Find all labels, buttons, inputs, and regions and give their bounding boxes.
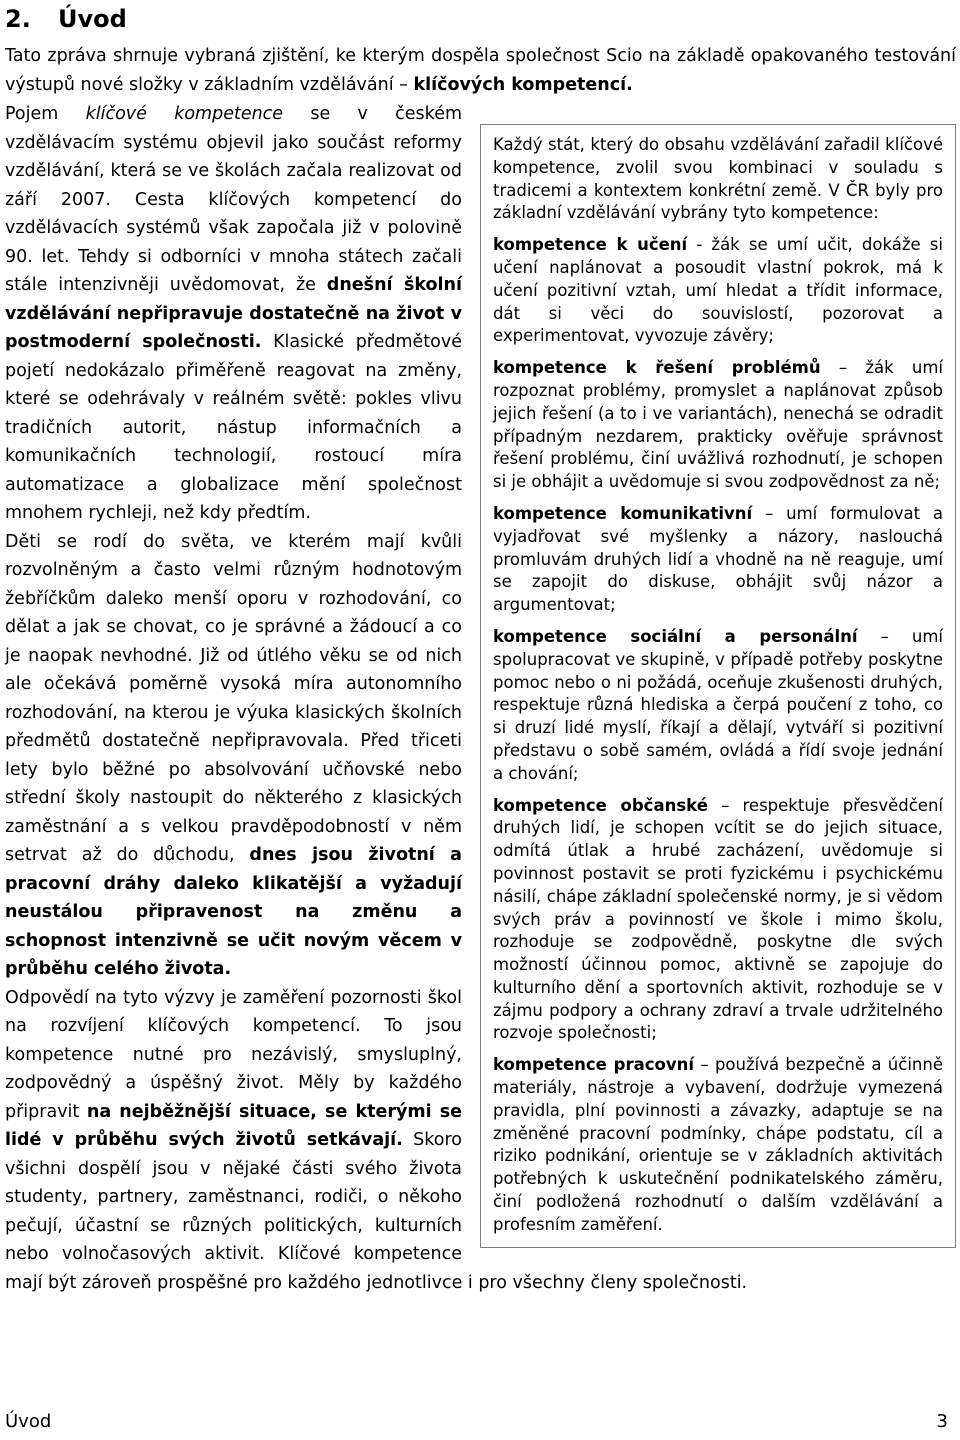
paragraph-text: Odpovědí na tyto výzvy je zaměření pozornosti škol na rozvíjení klíčových kompetencí. To jsou kompetence nutné pro nezávislý, smysluplný, zodpovědný a úspěšný život. Měly by každého připravit [5,987,462,1122]
competence-description: – umí formulovat a vyjadřovat své myšlenky a názory, naslouchá promluvám druhých lidí a vhodně na ně reaguje, umí se zapojit do diskuse, obhájit svůj názor a argumentovat; [493,503,943,615]
paragraph-term: klíčové kompetence [85,104,284,124]
competence-item [493,1054,943,1236]
section-title: Úvod [58,5,127,33]
competence-term: kompetence sociální a personální [493,626,858,646]
paragraph-text: Děti se rodí do světa, ve kterém mají kvůli rozvolněným a často velmi různým hodnotovým žebříčkům daleko menší oporu v rozhodování, co dělat a jak se chovat, co je správné a žádoucí a co je naopak nevhodné. Již od útlého věku se od nich ale očekává poměrně vysoká míra autonomního rozhodování, na kterou je výuka klasických školních předmětů dostatečně nepřipravovala. Před třiceti lety bylo běžné po absolvování učňovské nebo střední školy nastoupit do některého z klasických zaměstnání a s velkou pravděpodobností v něm setrvat až do důchodu, [5,531,462,865]
paragraph-emphasis: na nejběžnější situace, se kterými se lidé v průběhu svých životů setkávají. [5,1101,462,1150]
competence-description: – umí spolupracovat ve skupině, v případě potřeby poskytne pomoc nebo o ni požádá, oceňuje zkušenosti druhých, respektuje různá hlediska a čerpá poučení z toho, co si druzí lidé myslí, říkají a dělají, vytváří si pozitivní představu o sobě samém, ovládá a řídí svoje jednání a chování; [493,626,944,783]
paragraph-emphasis: dnes jsou životní a pracovní dráhy daleko klikatější a vyžadují neustálou připravenost na změnu a schopnost intenzivně se učit novým věcem v průběhu celého života. [5,845,462,979]
competence-term: kompetence občanské [493,795,708,815]
paragraph-text: Klasické předmětové pojetí nedokázalo přiměřeně reagovat na změny, které se odehrávaly v reálném světě: pokles vlivu tradičních autorit, nástup informačních a komunikačních technologií, rostoucí míra automatizace a globalizace mění společnost mnohem rychleji, než kdy předtím. [5,332,462,523]
section-number: 2. [5,5,31,33]
competence-description: - žák se umí učit, dokáže si učení naplánovat a posoudit vlastní pokrok, má k učení pozitivní vztah, umí hledat a třídit informace, dát si věci do souvislostí, pozorovat a experimentovat, vyvozuje závěry; [493,235,943,346]
intro-emphasis: klíčových kompetencí. [413,75,633,95]
competence-item [493,357,943,494]
competence-description: – používá bezpečně a účinně materiály, nástroje a vybavení, dodržuje vymezená pravidla, plní povinnosti a závazky, adaptuje se na změněné pracovní podmínky, chápe podstatu, cíl a riziko podnikání, orientuje se v základních aktivitách potřebných k uskutečnění podnikatelského záměru, činí podložená rozhodnutí o dalším vzdělávání a profesním zaměření. [493,1055,943,1234]
page-footer [5,1408,948,1436]
main-text [5,100,956,1297]
intro-text: Tato zpráva shrnuje vybraná zjištění, ke kterým dospěla společnost Scio na základě opakovaného testování výstupů nové složky v základním vzdělávání – [5,46,956,95]
competence-item [493,626,943,786]
footer-section-name: Úvod [5,1411,52,1432]
competence-description: – žák umí rozpoznat problémy, promyslet a naplánovat způsob jejich řešení (a to i ve variantách), nenechá se odradit případným nezdarem, prakticky ověřuje správnost řešení problému, činí uvážlivá rozhodnutí, je schopen si je obhájit a uvědomuje si svou zodpovědnost za ně; [493,358,943,492]
competence-item [493,234,943,348]
competence-item [493,795,943,1046]
paragraph-text: se v českém vzdělávacím systému objevil jako součást reformy vzdělávání, která se ve školách začala realizovat od září 2007. Cesta klíčových kompetencí do vzdělávacích systémů však započala již v polovině 90. let. Tehdy si odborníci v mnoha státech začali stále intenzivněji uvědomovat, že [5,104,463,295]
paragraph-text: Pojem [5,104,86,124]
intro-paragraph [5,42,956,100]
competence-description: – respektuje přesvědčení druhých lidí, je schopen vcítit se do jejich situace, odmítá útlak a hrubé zacházení, uvědomuje si povinnost postavit se proti fyzickému i psychickému násilí, chápe základní společenské normy, je si vědom svých práv a povinností ve škole i mimo školu, rozhoduje se zodpovědně, poskytne dle svých možností účinnou pomoc, aktivně se zapojuje do kulturního dění a sportovních aktivit, rozhoduje se v zájmu podpory a ochrany zdraví a trvale udržitelného rozvoje společnosti; [493,795,943,1043]
competence-term: kompetence k učení [493,235,688,255]
competence-term: kompetence komunikativní [493,503,753,523]
competence-item [493,503,943,617]
footer-page-number: 3 [936,1411,948,1432]
box-lead: Každý stát, který do obsahu vzdělávání zařadil klíčové kompetence, zvolil svou kombinaci v souladu s tradicemi a kontextem konkrétní země. V ČR byly pro základní vzdělávání vybrány tyto kompetence: [493,135,943,223]
paragraph-text: Skoro všichni dospělí jsou v nějaké části svého života studenty, partnery, zaměstnanci, rodiči, o někoho pečují, účastní se různých politických, kulturních nebo volnočasových aktivit. Klíčové kompetence mají být zároveň prospěšné pro každého jednotlivce i pro všechny členy společnosti. [5,1130,748,1293]
competences-box [480,124,956,1248]
competence-term: kompetence pracovní [493,1055,695,1075]
section-heading [5,2,956,36]
competence-term: kompetence k řešení problémů [493,358,821,378]
paragraph-emphasis: dnešní školní vzdělávání nepřipravuje dostatečně na život v postmoderní společnosti. [5,275,463,352]
